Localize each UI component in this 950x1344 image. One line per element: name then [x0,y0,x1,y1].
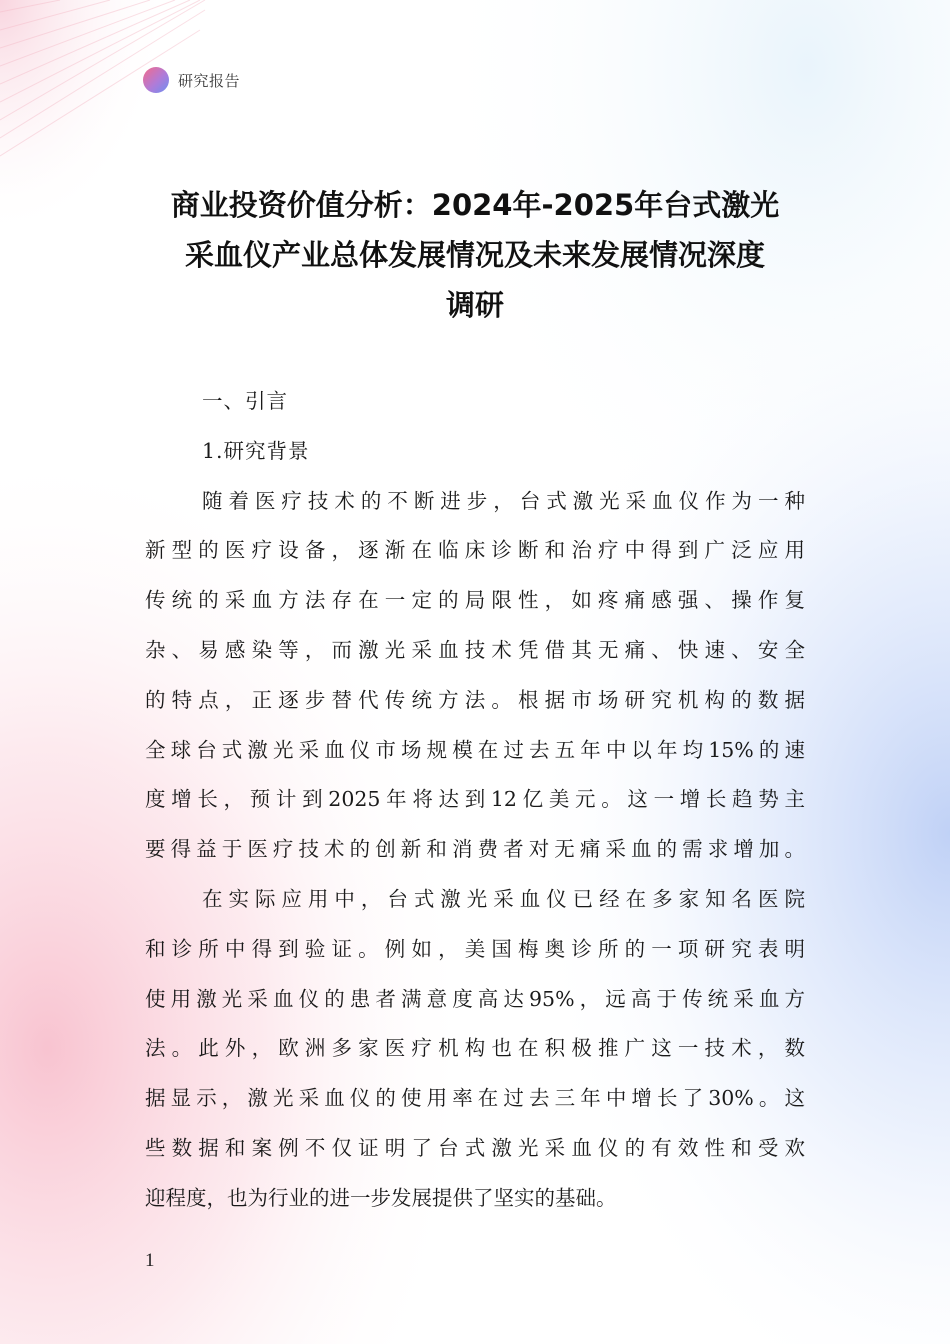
paragraph-line: 度增长，预计到2025年将达到12亿美元。这一增长趋势主 [145,787,805,812]
document-title [145,180,805,330]
paragraph-line: 据显示，激光采血仪的使用率在过去三年中增长了30%。这 [145,1086,805,1111]
paragraph-line: 法。此外，欧洲多家医疗机构也在积极推广这一技术，数 [145,1036,805,1061]
title-line: 采血仪产业总体发展情况及未来发展情况深度 [184,238,765,272]
paragraph-line: 的特点，正逐步替代传统方法。根据市场研究机构的数据 [145,687,805,712]
paragraph-line: 随着医疗技术的不断进步，台式激光采血仪作为一种 [202,488,805,513]
paragraph-line: 全球台式激光采血仪市场规模在过去五年中以年均15%的速 [145,737,805,762]
report-type-label: 研究报告 [178,71,241,90]
paragraph-line: 在实际应用中，台式激光采血仪已经在多家知名医院 [202,886,805,911]
subsection-heading: 1.研究背景 [202,438,310,463]
section-heading: 一、引言 [202,389,288,413]
title-line: 商业投资价值分析：2024年-2025年台式激光 [170,188,780,222]
document-body [145,377,805,1224]
paragraph-line: 要得益于医疗技术的创新和消费者对无痛采血的需求增加。 [145,837,805,862]
report-logo-icon [143,67,169,93]
paragraph-line: 杂、易感染等，而激光采血技术凭借其无痛、快速、安全 [145,637,805,662]
page-number: 1 [145,1250,155,1271]
title-line: 调研 [445,288,504,322]
paragraph-line: 迎程度，也为行业的进一步发展提供了坚实的基础。 [145,1185,617,1210]
paragraph-line: 传统的采血方法存在一定的局限性，如疼痛感强、操作复 [145,588,805,613]
paragraph-line: 新型的医疗设备，逐渐在临床诊断和治疗中得到广泛应用 [145,538,805,563]
report-badge [143,67,240,93]
paragraph-line: 些数据和案例不仅证明了台式激光采血仪的有效性和受欢 [145,1135,805,1160]
paragraph-line: 使用激光采血仪的患者满意度高达95%，远高于传统采血方 [145,986,805,1011]
paragraph-line: 和诊所中得到验证。例如，美国梅奥诊所的一项研究表明 [145,936,805,961]
paragraph-background [145,477,805,875]
paragraph-application [145,875,805,1224]
